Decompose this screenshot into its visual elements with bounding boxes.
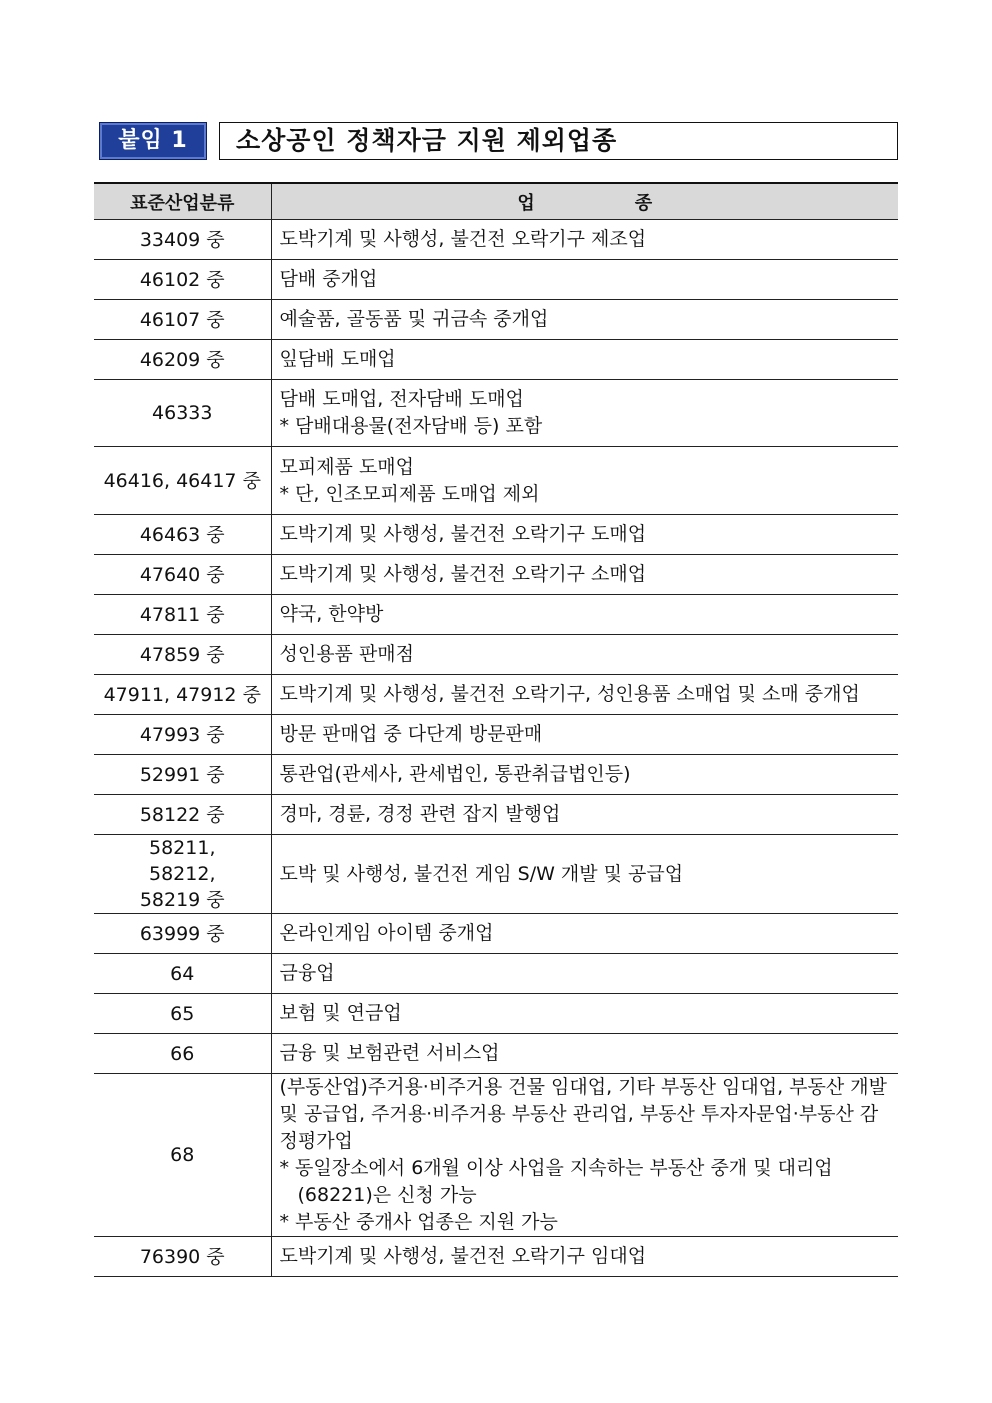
- table-body: [94, 220, 898, 1277]
- industry-code: 64: [94, 954, 271, 994]
- industry-text: 금융업: [279, 962, 335, 984]
- industry-description: [271, 380, 898, 447]
- industry-description: [271, 260, 898, 300]
- industry-description: [271, 1034, 898, 1074]
- industry-code: 66: [94, 1034, 271, 1074]
- industry-description: [271, 954, 898, 994]
- industry-description: [271, 220, 898, 260]
- industry-text: 도박기계 및 사행성, 불건전 오락기구, 성인용품 소매업 및 소매 중개업: [279, 683, 860, 705]
- industry-description: [271, 595, 898, 635]
- industry-code: 58211, 58212, 58219 중: [94, 835, 271, 914]
- industry-text: 경마, 경륜, 경정 관련 잡지 발행업: [279, 803, 561, 825]
- table-row: [94, 1074, 898, 1237]
- industry-code: 46209 중: [94, 340, 271, 380]
- table-row: [94, 635, 898, 675]
- industry-code: 63999 중: [94, 914, 271, 954]
- industry-text: (부동산업)주거용·비주거용 건물 임대업, 기타 부동산 임대업, 부동산 개발 및 공급업, 주거용·비주거용 부동산 관리업, 부동산 투자자문업·부동산 감정평가업: [279, 1076, 887, 1152]
- table-row: [94, 220, 898, 260]
- industry-text: 보험 및 연금업: [279, 1002, 402, 1024]
- industry-code: 47911, 47912 중: [94, 675, 271, 715]
- industry-text: 도박기계 및 사행성, 불건전 오락기구 제조업: [279, 228, 647, 250]
- table-header-row: [94, 183, 898, 220]
- industry-code: 46102 중: [94, 260, 271, 300]
- industry-description: [271, 447, 898, 515]
- industry-text: 도박 및 사행성, 불건전 게임 S/W 개발 및 공급업: [279, 862, 684, 885]
- industry-text: 성인용품 판매점: [279, 643, 415, 665]
- industry-code: 68: [94, 1074, 271, 1237]
- table-row: [94, 447, 898, 515]
- industry-description: [271, 300, 898, 340]
- industry-text: 모피제품 도매업: [279, 455, 415, 478]
- industry-code: 33409 중: [94, 220, 271, 260]
- table-row: [94, 515, 898, 555]
- industry-description: [271, 635, 898, 675]
- industry-description: [271, 1074, 898, 1237]
- table-row: [94, 715, 898, 755]
- table-row: [94, 954, 898, 994]
- excluded-industries-table: [94, 182, 898, 1277]
- industry-code: 47859 중: [94, 635, 271, 675]
- industry-text: 온라인게임 아이템 중개업: [279, 922, 494, 944]
- industry-description: [271, 914, 898, 954]
- industry-description: [271, 715, 898, 755]
- table-row: [94, 1034, 898, 1074]
- industry-text: 잎담배 도매업: [279, 348, 396, 370]
- industry-text: 약국, 한약방: [279, 603, 384, 625]
- industry-note: * 동일장소에서 6개월 이상 사업을 지속하는 부동산 중개 및 대리업(68221)은 신청 가능: [279, 1157, 833, 1206]
- industry-description: [271, 675, 898, 715]
- industry-text: 예술품, 골동품 및 귀금속 중개업: [279, 308, 549, 330]
- document-heading: [99, 122, 899, 162]
- industry-description: [271, 1237, 898, 1277]
- industry-text: 통관업(관세사, 관세법인, 통관취급법인등): [279, 763, 631, 785]
- industry-code: 47640 중: [94, 555, 271, 595]
- industry-code: 46463 중: [94, 515, 271, 555]
- industry-code: 52991 중: [94, 755, 271, 795]
- table-row: [94, 380, 898, 447]
- table-row: [94, 994, 898, 1034]
- industry-text: 도박기계 및 사행성, 불건전 오락기구 소매업: [279, 563, 647, 585]
- industry-text: 도박기계 및 사행성, 불건전 오락기구 도매업: [279, 523, 647, 545]
- table-row: [94, 755, 898, 795]
- industry-code: 47993 중: [94, 715, 271, 755]
- attachment-badge: 붙임 1: [99, 122, 207, 160]
- table-row: [94, 835, 898, 914]
- industry-note: * 단, 인조모피제품 도매업 제외: [279, 482, 540, 505]
- industry-code: 65: [94, 994, 271, 1034]
- industry-text: 방문 판매업 중 다단계 방문판매: [279, 723, 543, 745]
- industry-description: [271, 835, 898, 914]
- industry-code: 46333: [94, 380, 271, 447]
- table-row: [94, 340, 898, 380]
- table-row: [94, 260, 898, 300]
- industry-description: [271, 515, 898, 555]
- industry-code: 76390 중: [94, 1237, 271, 1277]
- industry-description: [271, 340, 898, 380]
- table-row: [94, 795, 898, 835]
- document-title: 소상공인 정책자금 지원 제외업종: [219, 122, 898, 160]
- header-code: 표준산업분류: [94, 183, 271, 220]
- industry-code: 58122 중: [94, 795, 271, 835]
- industry-code: 46107 중: [94, 300, 271, 340]
- table-row: [94, 1237, 898, 1277]
- table-row: [94, 595, 898, 635]
- industry-text: 담배 도매업, 전자담배 도매업: [279, 388, 524, 410]
- industry-description: [271, 555, 898, 595]
- industry-code: 46416, 46417 중: [94, 447, 271, 515]
- table-row: [94, 555, 898, 595]
- industry-description: [271, 755, 898, 795]
- table-row: [94, 300, 898, 340]
- industry-description: [271, 795, 898, 835]
- industry-text: 도박기계 및 사행성, 불건전 오락기구 임대업: [279, 1245, 647, 1267]
- industry-text: 금융 및 보험관련 서비스업: [279, 1042, 500, 1064]
- industry-text: 담배 중개업: [279, 268, 378, 290]
- industry-description: [271, 994, 898, 1034]
- industry-note: * 담배대용물(전자담배 등) 포함: [279, 415, 543, 437]
- industry-note: * 부동산 중개사 업종은 지원 가능: [279, 1211, 558, 1233]
- industry-code: 47811 중: [94, 595, 271, 635]
- table-row: [94, 675, 898, 715]
- header-industry: 업 종: [271, 183, 898, 220]
- table-row: [94, 914, 898, 954]
